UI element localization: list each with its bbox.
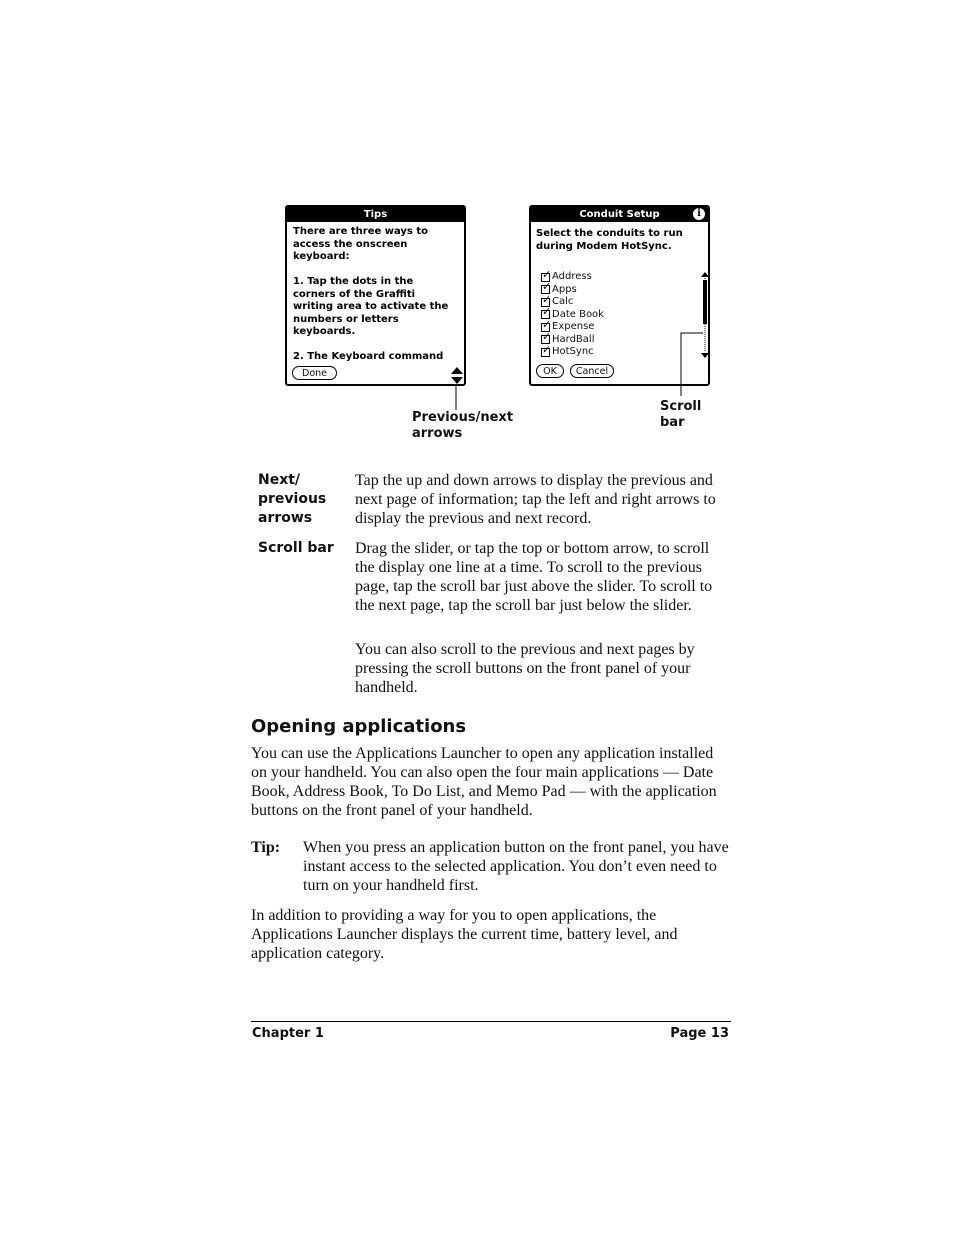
callout-scroll-bar: Scroll bar bbox=[660, 399, 702, 430]
term-next-previous-arrows: Next/ previous arrows bbox=[258, 472, 327, 526]
definition-scroll-bar-extra: You can also scroll to the previous and next pages by pressing the scroll buttons on the front panel of your handheld. bbox=[355, 641, 695, 696]
tips-title: Tips bbox=[287, 207, 464, 222]
cancel-button[interactable]: Cancel bbox=[570, 364, 614, 378]
done-button[interactable]: Done bbox=[292, 366, 337, 380]
info-icon[interactable]: i bbox=[693, 208, 705, 220]
footer-chapter: Chapter 1 bbox=[252, 1026, 324, 1041]
conduit-item[interactable]: ✓ Expense bbox=[541, 321, 594, 334]
conduit-setup-title: Conduit Setup bbox=[531, 207, 708, 222]
ok-button[interactable]: OK bbox=[536, 364, 564, 378]
section-heading: Opening applications bbox=[251, 716, 467, 737]
footer-rule bbox=[251, 1021, 731, 1022]
callout-lines bbox=[0, 0, 954, 460]
conduit-item[interactable]: ✓ Calc bbox=[541, 296, 573, 309]
conduit-item[interactable]: ✓ Apps bbox=[541, 284, 577, 297]
conduit-item[interactable]: ✓ Address bbox=[541, 271, 592, 284]
conduit-item[interactable]: ✓ HardBall bbox=[541, 334, 594, 347]
footer-page: Page 13 bbox=[670, 1026, 729, 1041]
tip-label: Tip: bbox=[251, 839, 281, 856]
section-closing: In addition to providing a way for you to open applications, the Applications Launcher displays the current time, battery level, and application category. bbox=[251, 907, 678, 962]
term-scroll-bar: Scroll bar bbox=[258, 540, 334, 556]
tips-body: There are three ways to access the onscreen keyboard: 1. Tap the dots in the corners of the Graffiti writing area to activate the numbers or letters keyboards. 2. The Keyboard command bbox=[293, 226, 449, 362]
definition-scroll-bar: Drag the slider, or tap the top or bottom arrow, to scroll the display one line at a time. To scroll to the previous page, tap the scroll bar just above the slider. To scroll to the next page, tap the scroll bar just below the slider. bbox=[355, 540, 713, 614]
tip-text: When you press an application button on the front panel, you have instant access to the selected application. You don’t even need to turn on your handheld first. bbox=[303, 839, 729, 894]
conduit-item[interactable]: ✓ Date Book bbox=[541, 309, 604, 322]
definition-next-previous-arrows: Tap the up and down arrows to display the previous and next page of information; tap the left and right arrows to display the previous and next record. bbox=[355, 472, 716, 527]
callout-previous-next-arrows: Previous/next arrows bbox=[412, 410, 514, 441]
conduit-item[interactable]: ✓ HotSync bbox=[541, 346, 594, 359]
section-intro: You can use the Applications Launcher to open any application installed on your handheld. You can also open the four main applications — Date Book, Address Book, To Do List, and Memo Pad — with the application buttons on the front panel of your handheld. bbox=[251, 745, 717, 819]
conduit-instruction: Select the conduits to run during Modem HotSync. bbox=[536, 228, 683, 252]
